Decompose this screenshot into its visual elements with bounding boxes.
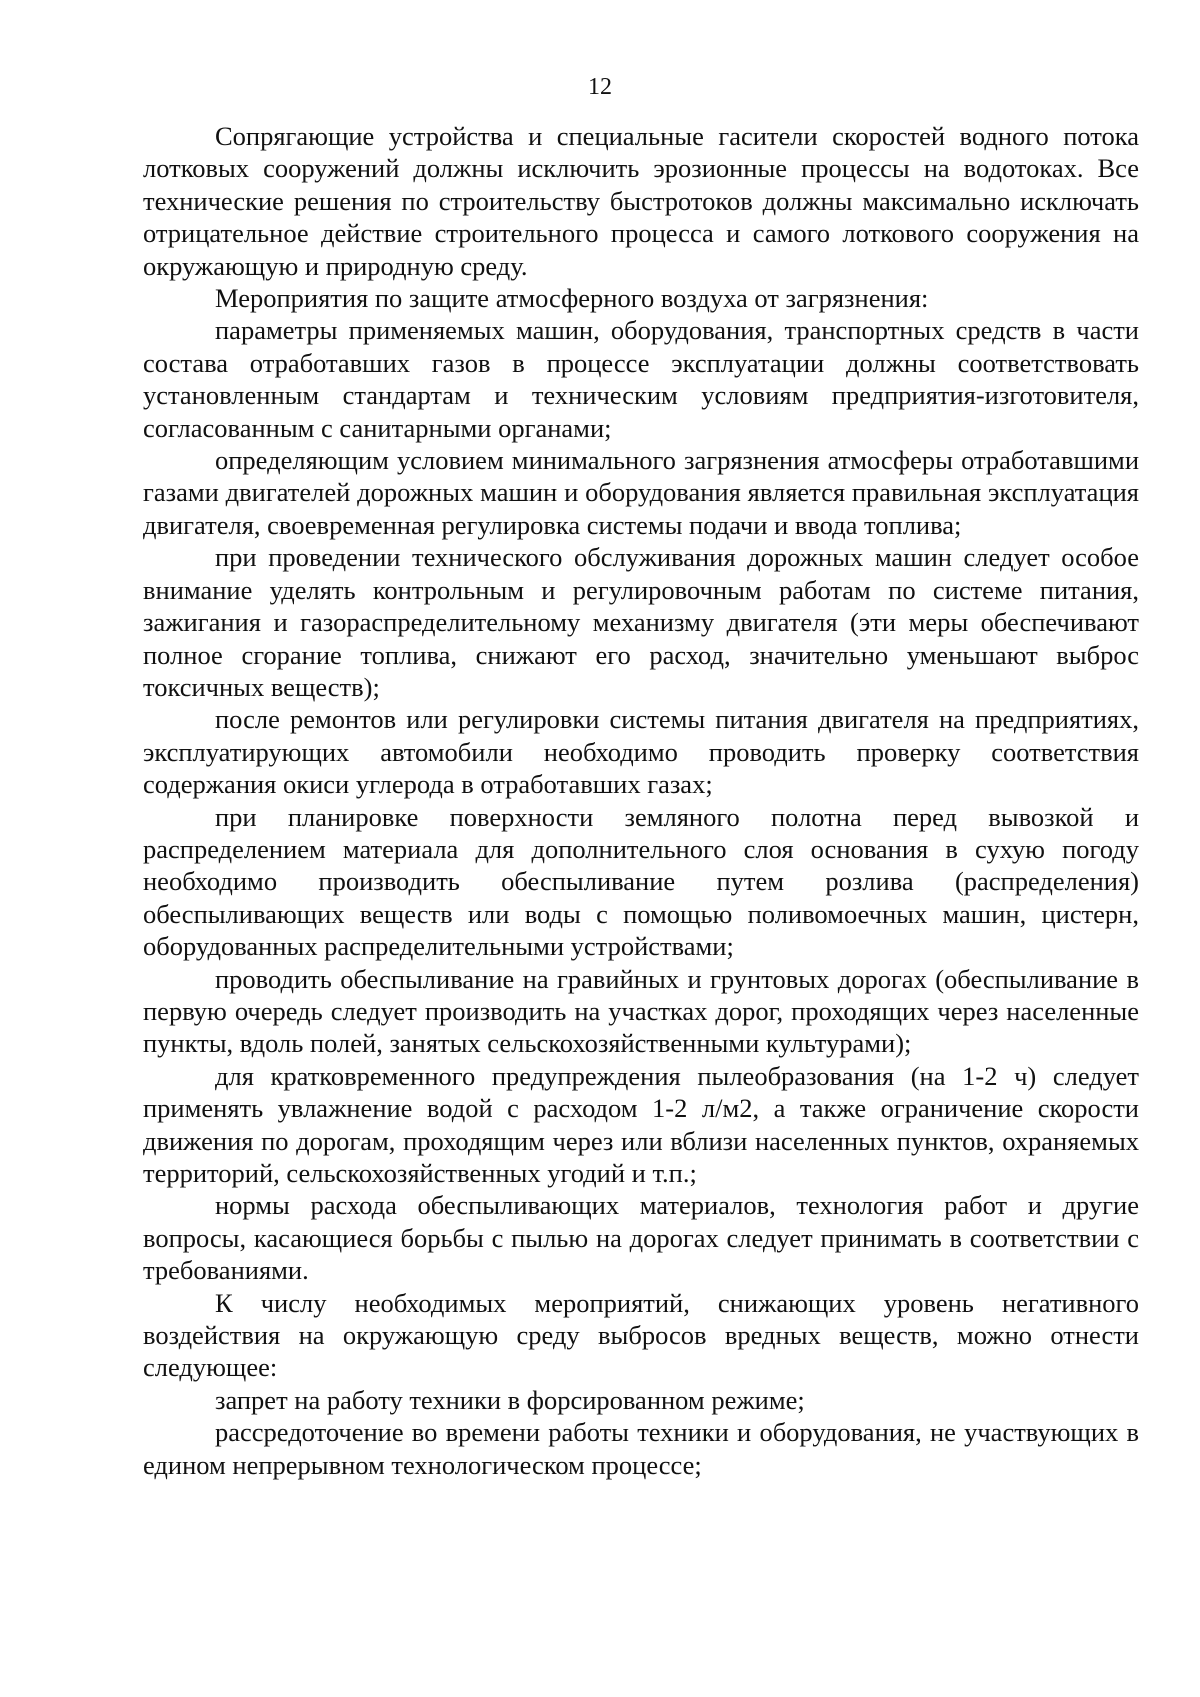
paragraph: запрет на работу техники в форсированном режиме; bbox=[215, 1384, 805, 1415]
paragraph: после ремонтов или регулировки системы питания двигателя на предприятиях, эксплуатирующих автомобили необходимо проводить проверку соответствия содержания окиси углерода в отработавших газах; bbox=[143, 704, 1139, 800]
paragraph: при проведении технического обслуживания дорожных машин следует особое внимание уделять контрольным и регулировочным работам по системе питания, зажигания и газораспределительному механизму двигателя (эти меры обеспечивают полное сгорание топлива, снижают его расход, значительно уменьшают выброс токсичных веществ); bbox=[143, 542, 1139, 702]
paragraph: нормы расхода обеспыливающих материалов, технология работ и другие вопросы, касающиеся борьбы с пылью на дорогах следует принимать в соответствии с требованиями. bbox=[143, 1190, 1139, 1286]
paragraph: проводить обеспыливание на гравийных и грунтовых дорогах (обеспыливание в первую очередь следует производить на участках дорог, проходящих через населенные пункты, вдоль полей, занятых сельскохозяйственными культурами); bbox=[143, 963, 1139, 1059]
paragraph: для кратковременного предупреждения пылеобразования (на 1-2 ч) следует применять увлажнение водой с расходом 1-2 л/м2, а также ограничение скорости движения по дорогам, проходящим через или вблизи населенных пунктов, охраняемых территорий, сельскохозяйственных угодий и т.п.; bbox=[143, 1060, 1139, 1188]
paragraph: Сопрягающие устройства и специальные гасители скоростей водного потока лотковых сооружений должны исключить эрозионные процессы на водотоках. Все технические решения по строительству быстротоков должны максимально исключать отрицательное действие строительного процесса и самого лоткового сооружения на окружающую и природную среду. bbox=[143, 121, 1139, 281]
page-number: 12 bbox=[588, 74, 612, 100]
paragraph: параметры применяемых машин, оборудования, транспортных средств в части состава отработавших газов в процессе эксплуатации должны соответствовать установленным стандартам и техническим условиям предприятия-изготовителя, согласованным с санитарными органами; bbox=[143, 315, 1139, 443]
paragraph: определяющим условием минимального загрязнения атмосферы отработавшими газами двигателей дорожных машин и оборудования является правильная эксплуатация двигателя, своевременная регулировка системы подачи и ввода топлива; bbox=[143, 445, 1139, 540]
paragraph: Мероприятия по защите атмосферного воздуха от загрязнения: bbox=[215, 283, 929, 314]
document-body bbox=[143, 120, 1139, 1481]
paragraph: рассредоточение во времени работы техники и оборудования, не участвующих в едином непрерывном технологическом процессе; bbox=[143, 1417, 1139, 1480]
paragraph: при планировке поверхности земляного полотна перед вывозкой и распределением материала для дополнительного слоя основания в сухую погоду необходимо производить обеспыливание путем розлива (распределения) обеспыливающих веществ или воды с помощью поливомоечных машин, цистерн, оборудованных распределительными устройствами; bbox=[143, 801, 1139, 962]
paragraph: К числу необходимых мероприятий, снижающих уровень негативного воздействия на окружающую среду выбросов вредных веществ, можно отнести следующее: bbox=[143, 1287, 1139, 1383]
